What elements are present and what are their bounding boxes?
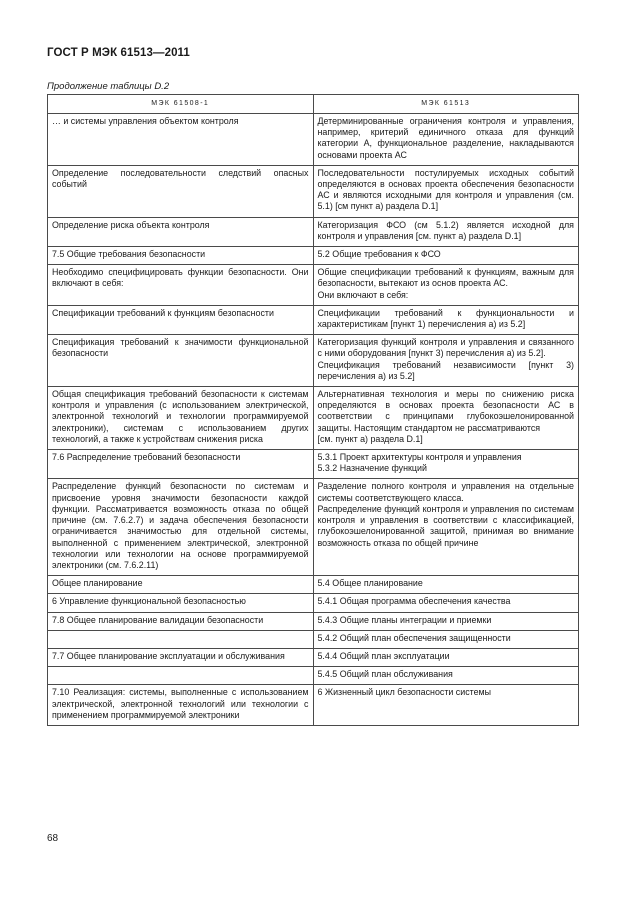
iec-61513-cell <box>313 648 579 666</box>
column-header-iec-61513: МЭК 61513 <box>313 95 579 114</box>
iec-61513-cell <box>313 217 579 246</box>
iec-61508-cell <box>48 265 314 306</box>
iec-61513-cell <box>313 335 579 387</box>
cell-paragraph: Разделение полного контроля и управления на отдельные системы соответствующего класса. <box>317 481 574 503</box>
cell-paragraph: 7.8 Общее планирование валидации безопасности <box>52 614 264 625</box>
cell-paragraph: 5.4 Общее планирование <box>317 578 423 589</box>
iec-61508-cell <box>48 450 314 479</box>
iec-61508-cell <box>48 305 314 334</box>
iec-61508-cell <box>48 335 314 387</box>
table-row <box>48 594 579 612</box>
table-row <box>48 612 579 630</box>
iec-61513-cell <box>313 265 579 306</box>
table-row <box>48 305 579 334</box>
table-row <box>48 450 579 479</box>
cell-paragraph: Категоризация функций контроля и управления и связанного с ними оборудования [пункт 3) перечисления а) из 5.2]. <box>317 337 574 359</box>
iec-61513-cell <box>313 612 579 630</box>
table-row <box>48 114 579 166</box>
iec-61513-cell <box>313 685 579 726</box>
cell-paragraph: Альтернативная технология и меры по снижению риска определяются в основах проекта безопасности АС в соответствии с принципами глубокоэшелонированной защиты. Настоящим стандартом не рассматриваются <box>317 389 574 433</box>
cell-paragraph: Определение риска объекта контроля <box>52 219 210 230</box>
iec-61513-cell <box>313 114 579 166</box>
cell-paragraph: Они включают в себя: <box>317 289 409 300</box>
table-row <box>48 265 579 306</box>
page-number: 68 <box>47 833 59 844</box>
cell-paragraph: Спецификация требований к значимости функциональной безопасности <box>52 337 309 359</box>
table-row <box>48 648 579 666</box>
iec-61513-cell <box>313 165 579 217</box>
table-row <box>48 165 579 217</box>
iec-61513-cell <box>313 630 579 648</box>
iec-61508-cell <box>48 217 314 246</box>
cell-paragraph: 7.10 Реализация: системы, выполненные с использованием электрической, электронной технологий или технологии с применением программируемой электроники <box>52 687 309 720</box>
cell-paragraph: 5.4.1 Общая программа обеспечения качества <box>317 596 511 607</box>
cell-paragraph: 5.3.2 Назначение функций <box>317 463 427 474</box>
iec-61513-cell <box>313 247 579 265</box>
cell-paragraph: Общее планирование <box>52 578 143 589</box>
iec-61513-cell <box>313 479 579 576</box>
cell-paragraph: Определение последовательности следствий опасных событий <box>52 167 309 190</box>
cell-paragraph: 5.4.5 Общий план обслуживания <box>317 669 453 680</box>
table-row <box>48 630 579 648</box>
iec-61513-cell <box>313 450 579 479</box>
iec-61508-cell <box>48 667 314 685</box>
table-row <box>48 247 579 265</box>
cell-paragraph: Общие спецификации требований к функциям, важным для безопасности, вытекают из основ проекта АС. <box>317 267 574 289</box>
column-header-iec-61508: МЭК 61508-1 <box>48 95 314 114</box>
table-row <box>48 479 579 576</box>
table-caption: Продолжение таблицы D.2 <box>47 81 170 92</box>
cell-paragraph: Спецификации требований к функциональности и характеристикам [пункт 1) перечисления а) из 5.2] <box>317 307 574 330</box>
cell-paragraph: Детерминированные ограничения контроля и управления, например, критерий единичного отказа для функций категории А, функциональное разделение, накладываются основами проекта АС <box>317 116 574 160</box>
iec-61508-cell <box>48 114 314 166</box>
comparison-table <box>47 94 579 726</box>
cell-paragraph: Распределение функций безопасности по системам и присвоение уровня значимости безопасности каждой функции. Рассматривается возможность отказа по общей причине (см. 7.6.2.7) и задача обеспечения безопасности ограничивается значимостью для отдельной системы, выполненной с применением электрической, электронной технологии или технологии на основе программируемой электроники (см. 7.6.2.11) <box>52 481 309 570</box>
cell-paragraph: 7.6 Распределение требований безопасности <box>52 452 241 463</box>
iec-61508-cell <box>48 612 314 630</box>
table-row <box>48 387 579 450</box>
cell-paragraph: Последовательности постулируемых исходных событий определяются в основах проекта обеспечения безопасности АС и являются исходными для контроля и управления (см. 5.1) [см пункт а) раздела D.1] <box>317 167 574 212</box>
table-row <box>48 685 579 726</box>
iec-61508-cell <box>48 387 314 450</box>
iec-61508-cell <box>48 685 314 726</box>
cell-paragraph: Общая спецификация требований безопасности к системам контроля и управления (с использованием электрической, электронной технологий и технологии программируемой электроники), системам с использованием других технологий, а также к устройствам снижения риска <box>52 389 309 444</box>
cell-paragraph: 5.3.1 Проект архитектуры контроля и управления <box>317 452 522 463</box>
cell-paragraph: 5.4.2 Общий план обеспечения защищенности <box>317 632 511 643</box>
iec-61508-cell <box>48 594 314 612</box>
cell-paragraph: Спецификации требований к функциям безопасности <box>52 307 274 318</box>
iec-61508-cell <box>48 648 314 666</box>
table-row <box>48 667 579 685</box>
cell-paragraph: 7.7 Общее планирование эксплуатации и обслуживания <box>52 650 285 661</box>
iec-61508-cell <box>48 479 314 576</box>
cell-paragraph: Необходимо специфицировать функции безопасности. Они включают в себя: <box>52 267 309 289</box>
table-row <box>48 335 579 387</box>
cell-paragraph: Распределение функций контроля и управления по системам контроля и управления в соответствии с классификацией, глубокоэшелонированной защитой, принимая во внимание возможность отказа по общей причине <box>317 503 574 548</box>
iec-61508-cell <box>48 630 314 648</box>
cell-paragraph: 6 Жизненный цикл безопасности системы <box>317 687 492 698</box>
cell-paragraph: Категоризация ФСО (см 5.1.2) является исходной для контроля и управления [см. пункт а) раздела D.1] <box>317 219 574 241</box>
cell-paragraph: … и системы управления объектом контроля <box>52 116 239 126</box>
table-row <box>48 576 579 594</box>
iec-61513-cell <box>313 667 579 685</box>
iec-61513-cell <box>313 387 579 450</box>
document-header: ГОСТ Р МЭК 61513—2011 <box>47 47 190 59</box>
iec-61513-cell <box>313 594 579 612</box>
iec-61508-cell <box>48 247 314 265</box>
iec-61508-cell <box>48 576 314 594</box>
cell-paragraph: 5.2 Общие требования к ФСО <box>317 249 441 260</box>
cell-paragraph: 5.4.3 Общие планы интеграции и приемки <box>317 614 492 625</box>
cell-paragraph: 5.4.4 Общий план эксплуатации <box>317 650 450 661</box>
iec-61513-cell <box>313 576 579 594</box>
cell-paragraph: 6 Управление функциональной безопасностью <box>52 596 246 607</box>
iec-61508-cell <box>48 165 314 217</box>
table-header-row <box>48 95 579 114</box>
iec-61513-cell <box>313 305 579 334</box>
cell-paragraph: Спецификация требований независимости [пункт 3) перечисления а) из 5.2] <box>317 359 574 381</box>
cell-paragraph: [см. пункт а) раздела D.1] <box>317 433 423 444</box>
table-body <box>48 114 579 726</box>
table-row <box>48 217 579 246</box>
cell-paragraph: 7.5 Общие требования безопасности <box>52 249 206 260</box>
